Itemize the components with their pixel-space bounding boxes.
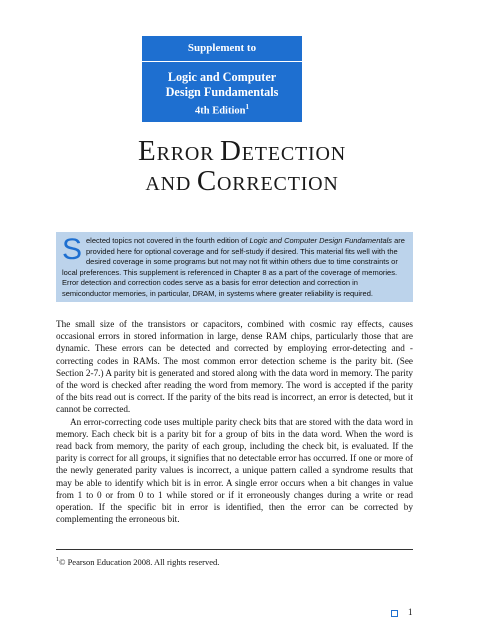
- book-title-line2: Design Fundamentals: [165, 85, 279, 99]
- intro-drop-cap: S: [62, 233, 83, 266]
- intro-text-part2: are provided here for optional coverage and for self-study if desired. This material fits well with the desired coverage in some programs but not may not fit within others due to time constraints or local preferences. This supplement is referenced in Chapter 8 as a part of the coverage of memories. Error detection and correction codes serve as a basis for error detection and correction in semiconductor memories, in particular, DRAM, in systems where greater reliability is required.: [62, 236, 405, 298]
- edition-line: [142, 100, 302, 119]
- footnote-mark: 1: [56, 557, 59, 563]
- page-number: 1: [408, 607, 413, 617]
- chapter-title-line2: [60, 165, 424, 198]
- intro-panel: [56, 232, 413, 302]
- title-rest-orrection: ORRECTION: [217, 173, 339, 195]
- title-cap-c: C: [196, 165, 218, 197]
- body-text: [56, 318, 413, 525]
- intro-text-part1: elected topics not covered in the fourth edition of: [86, 236, 250, 245]
- chapter-title-line1: [60, 135, 424, 168]
- book-title: [142, 70, 302, 100]
- title-and: AND: [145, 173, 197, 195]
- title-cap-d: D: [220, 135, 242, 167]
- page-marker-square-icon: [391, 610, 398, 617]
- edition-footnote-mark: 1: [245, 103, 249, 111]
- body-paragraph-1: The small size of the transistors or capacitors, combined with cosmic ray effects, causes occasional errors in stored information in large, dense RAM chips, particularly those that are dynamic. These errors can be detected and corrected by employing error-detecting and -correcting codes in RAMs. The most common error detection scheme is the parity bit. (See Section 2-7.) A parity bit is generated and stored along with the data word in memory. The parity of the word is checked after reading the word from memory. The word is accepted if the parity of the bits read out is correct. If the parity of the bits read is incorrect, an error is detected, but it cannot be corrected.: [56, 319, 413, 415]
- footnote-text: © Pearson Education 2008. All rights reserved.: [59, 556, 220, 567]
- intro-book-title: Logic and Computer Design Fundamentals: [249, 236, 393, 245]
- body-paragraph-2: An error-correcting code uses multiple parity check bits that are stored with the data word in memory. Each check bit is a parity bit for a group of bits in the data word. When the word is read back from memory, the parity of each group, including the check bit, is evaluated. If the parity is correct for all groups, it signifies that no detectable error has occurred. If one or more of the newly generated parity values is incorrect, a unique pattern called a syndrome results that may be able to identify which bit is in error. A single error occurs when a bit changes in value from 1 to 0 or from 0 to 1 while stored or if it erroneously changes during a write or read operation. If the specific bit in error is identified, then the error can be corrected by complementing the erroneous bit.: [56, 416, 413, 525]
- title-rest-rror: RROR: [156, 143, 221, 165]
- chapter-title: [60, 135, 424, 198]
- footnote: [56, 555, 413, 568]
- book-title-line1: Logic and Computer: [167, 70, 277, 84]
- title-rest-etection: ETECTION: [241, 143, 346, 165]
- supplement-banner: [142, 36, 302, 122]
- footnote-divider: [56, 549, 413, 550]
- supplement-label: Supplement to: [142, 36, 302, 62]
- edition-text: 4th Edition: [195, 105, 246, 117]
- title-cap-e: E: [138, 135, 157, 167]
